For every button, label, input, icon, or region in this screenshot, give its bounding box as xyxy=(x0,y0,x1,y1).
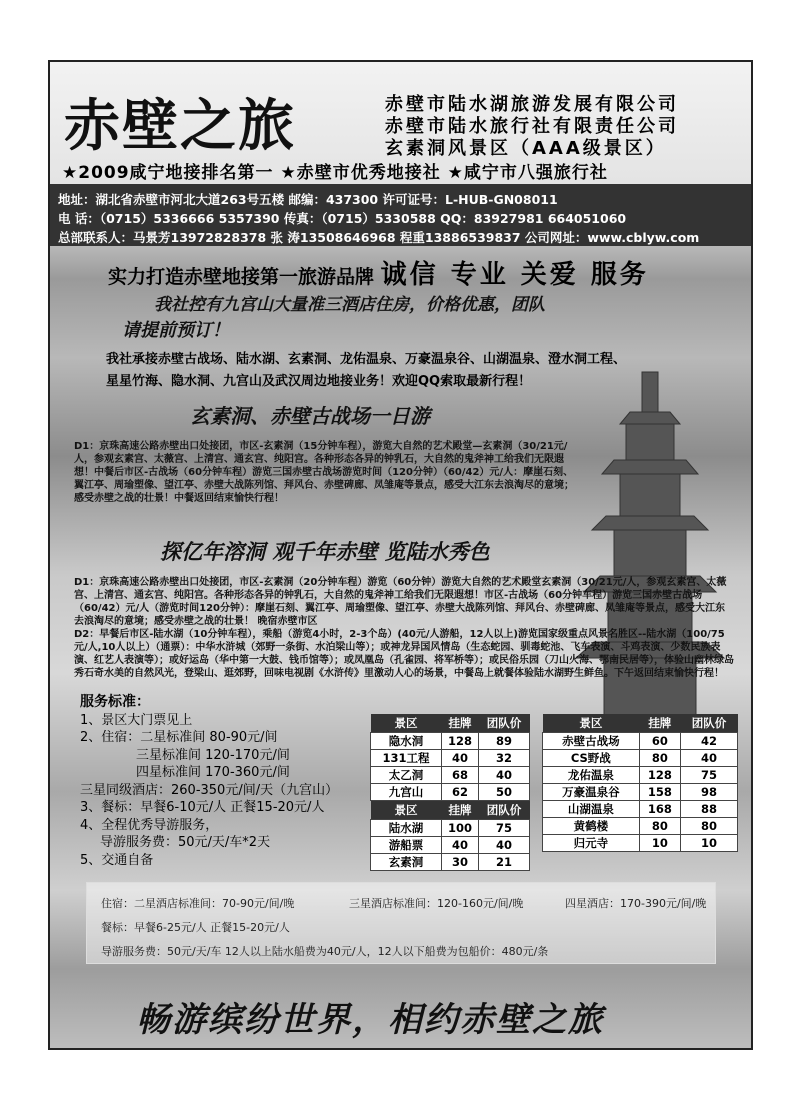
tour1-d1: D1：京珠高速公路赤壁出口处接团，市区-玄素洞（15分钟车程），游览大自然的艺术殿堂—玄素洞（30/21元/人，参观玄素宫、太薇宫、上清宫、通玄宫、纯阳宫。各种形态各异的钟乳石，大自然的鬼斧神工给我们无限遐想！中餐后市区-古战场（60分钟车程）游览三国赤壁古战场游览时间（120分钟）（60/42）元/人：摩崖石刻、翼江亭、周瑜塑像、望江亭、赤壁大战陈列馆、拜风台、赤壁碑廊、凤雏庵等景点，感受大江东去浪淘尽的意境；感受赤壁之战的壮景！中餐返回结束愉快行程！ xyxy=(74,441,574,504)
col-header: 挂牌 xyxy=(639,714,680,733)
cell: 40 xyxy=(478,767,529,784)
table-header-row xyxy=(543,714,738,733)
cell: 80 xyxy=(639,818,680,835)
company-name-1: 赤壁市陆水湖旅游发展有限公司 xyxy=(385,94,679,115)
cell: 131工程 xyxy=(371,750,442,767)
table-header-row xyxy=(371,801,530,820)
cell: 陆水湖 xyxy=(371,820,442,837)
service-line: 2、住宿：二星标准间 80-90元/间 xyxy=(80,730,278,745)
cell: 30 xyxy=(441,854,478,871)
footer-lodging-3star: 三星酒店标准间：120-160元/间/晚 xyxy=(349,897,524,910)
table-row xyxy=(543,750,738,767)
price-table-1 xyxy=(370,714,530,871)
cell: 88 xyxy=(680,801,737,818)
service-heading: 服务标准： xyxy=(80,694,150,710)
cell: 太乙洞 xyxy=(371,767,442,784)
cell: 158 xyxy=(639,784,680,801)
service-line: 3、餐标：早餐6-10元/人 正餐15-20元/人 xyxy=(80,800,325,815)
table-row xyxy=(543,835,738,852)
business-line-1: 我社承接赤壁古战场、陆水湖、玄素洞、龙佑温泉、万豪温泉谷、山湖温泉、澄水洞工程、 xyxy=(106,352,627,367)
service-line: 4、全程优秀导游服务， xyxy=(80,817,219,833)
table-row xyxy=(371,854,530,871)
cell: 40 xyxy=(680,750,737,767)
cell: 21 xyxy=(478,854,529,871)
footer-info-box xyxy=(86,882,716,964)
page-title: 赤壁之旅 xyxy=(64,93,296,159)
cell: 九宫山 xyxy=(371,784,442,801)
table-row xyxy=(371,837,530,854)
cell: 山湖温泉 xyxy=(543,801,640,818)
cell: 100 xyxy=(441,820,478,837)
table-row xyxy=(371,784,530,801)
cell: 98 xyxy=(680,784,737,801)
cell: 168 xyxy=(639,801,680,818)
cell: 龙佑温泉 xyxy=(543,767,640,784)
table-row xyxy=(371,733,530,750)
table-row xyxy=(371,750,530,767)
tour1-title: 玄素洞、赤壁古战场一日游 xyxy=(190,404,430,428)
cell: 75 xyxy=(680,767,737,784)
cell: 隐水洞 xyxy=(371,733,442,750)
service-line: 四星标准间 170-360元/间 xyxy=(136,765,290,780)
cell: 10 xyxy=(639,835,680,852)
table-row xyxy=(371,767,530,784)
col-header: 团队价 xyxy=(478,714,529,733)
company-name-3: 玄素洞风景区（AAA级景区） xyxy=(385,138,667,159)
service-standards xyxy=(80,694,338,869)
cell: 80 xyxy=(639,750,680,767)
contact-persons: 总部联系人：马景芳13972828378 张 涛13508646968 程重13886539837 公司网址：www.cblyw.com xyxy=(58,230,700,245)
cell: 128 xyxy=(441,733,478,750)
service-line: 导游服务费：50元/天/车*2天 xyxy=(100,835,271,850)
footer-lodging-2star: 住宿：二星酒店标准间：70-90元/间/晚 xyxy=(101,897,295,910)
price-table-2 xyxy=(542,714,738,852)
brand-text: 实力打造赤壁地接第一旅游品牌 xyxy=(108,266,375,288)
company-name-2: 赤壁市陆水旅行社有限责任公司 xyxy=(385,116,679,137)
tour2-d2: D2：早餐后市区-陆水湖（10分钟车程），乘船（游览4小时，2-3个岛）(40元/人游船，12人以上)游览国家级重点风景名胜区--陆水湖（100/75元/人,10人以上）（通票）：中华水浒城（郊野一条街、水泊梁山等）；或神龙异国风情岛（生态蛇园、驯毒蛇池、飞车表演、斗鸡表演、少数民族表演、红艺人表演等）；或好运岛（华中第一大鼓、钱币馆等）；或凤凰岛（孔雀园、将军桥等）；或民俗乐园（刀山火海、鄂南民居等），体验山幽林绿岛秀石奇水美的自然风光，登梁山、逛郊野，回味电视剧《水浒传》里激动人心的场景，中餐岛上就餐体验陆水湖野生鲜鱼。下午返回结束愉快行程！ xyxy=(74,629,734,679)
col-header: 景区 xyxy=(371,801,442,820)
table-header-row xyxy=(371,714,530,733)
booking-line: 请提前预订！ xyxy=(122,320,230,341)
table-row xyxy=(543,818,738,835)
cell: 80 xyxy=(680,818,737,835)
table-row xyxy=(543,767,738,784)
cell: 50 xyxy=(478,784,529,801)
brand-slogan xyxy=(108,254,649,291)
footer-guide-fee: 导游服务费：50元/天/车 12人以上陆水船费为40元/人，12人以下船费为包船价：480元/条 xyxy=(101,945,549,958)
cell: 40 xyxy=(441,837,478,854)
cell: 赤壁古战场 xyxy=(543,733,640,750)
table-row xyxy=(543,784,738,801)
table-row xyxy=(371,820,530,837)
cell: 128 xyxy=(639,767,680,784)
contact-address: 地址：湖北省赤壁市河北大道263号五楼 邮编：437300 许可证号：L-HUB-GN08011 xyxy=(58,192,558,207)
col-header: 团队价 xyxy=(680,714,737,733)
cell: 89 xyxy=(478,733,529,750)
cell: 40 xyxy=(478,837,529,854)
poster xyxy=(48,60,753,1050)
table-row xyxy=(543,801,738,818)
service-line: 三星同级酒店：260-350元/间/天（九宫山） xyxy=(80,782,339,798)
tour2-d1: D1：京珠高速公路赤壁出口处接团，市区-玄素洞（20分钟车程）游览（60分钟）游览大自然的艺术殿堂玄素洞（30/21元/人，参观玄素宫、太薇宫、上清宫、通玄宫、纯阳宫。各种形态各异的钟乳石，大自然的鬼斧神工给我们无限遐想！市区-古战场（60分钟车程）游览三国赤壁古战场（60/42）元/人（游览时间120分钟）：摩崖石刻、翼江亭、周瑜塑像、望江亭、赤壁大战陈列馆、拜风台、赤壁碑廊、凤雏庵等景点，感受大江东去浪淘尽的意境；感受赤壁之战的壮景！ 晚宿赤壁市区 xyxy=(74,577,727,627)
honors-line: ★2009咸宁地接排名第一 ★赤壁市优秀地接社 ★咸宁市八强旅行社 xyxy=(62,163,608,183)
service-line: 1、景区大门票见上 xyxy=(80,712,193,728)
col-header: 团队价 xyxy=(478,801,529,820)
footer-lodging-4star: 四星酒店：170-390元/间/晚 xyxy=(565,897,707,910)
contact-phone: 电 话：（0715）5336666 5357390 传真：（0715）5330588 QQ：83927981 664051060 xyxy=(58,211,627,226)
cell: 10 xyxy=(680,835,737,852)
col-header: 挂牌 xyxy=(441,801,478,820)
cell: 归元寺 xyxy=(543,835,640,852)
cell: 60 xyxy=(639,733,680,750)
footer-meals: 餐标：早餐6-25元/人 正餐15-20元/人 xyxy=(101,921,290,934)
service-line: 5、交通自备 xyxy=(80,852,154,868)
cell: 68 xyxy=(441,767,478,784)
business-line-2: 星星竹海、隐水洞、九宫山及武汉周边地接业务！欢迎QQ索取最新行程！ xyxy=(106,374,532,389)
cell: 游船票 xyxy=(371,837,442,854)
cell: 40 xyxy=(441,750,478,767)
cell: 75 xyxy=(478,820,529,837)
table-row xyxy=(543,733,738,750)
cell: 玄素洞 xyxy=(371,854,442,871)
hotel-line: 我社控有九宫山大量准三酒店住房，价格优惠，团队 xyxy=(154,295,545,315)
col-header: 景区 xyxy=(371,714,442,733)
cell: CS野战 xyxy=(543,750,640,767)
values-text: 诚信 专业 关爱 服务 xyxy=(380,260,649,290)
col-header: 景区 xyxy=(543,714,640,733)
cell: 黄鹤楼 xyxy=(543,818,640,835)
cell: 62 xyxy=(441,784,478,801)
col-header: 挂牌 xyxy=(441,714,478,733)
cell: 42 xyxy=(680,733,737,750)
closing-slogan: 畅游缤纷世界，相约赤壁之旅 xyxy=(136,1000,604,1040)
cell: 32 xyxy=(478,750,529,767)
tour2-title: 探亿年溶洞 观千年赤壁 览陆水秀色 xyxy=(160,539,490,564)
cell: 万豪温泉谷 xyxy=(543,784,640,801)
service-line: 三星标准间 120-170元/间 xyxy=(136,747,290,763)
